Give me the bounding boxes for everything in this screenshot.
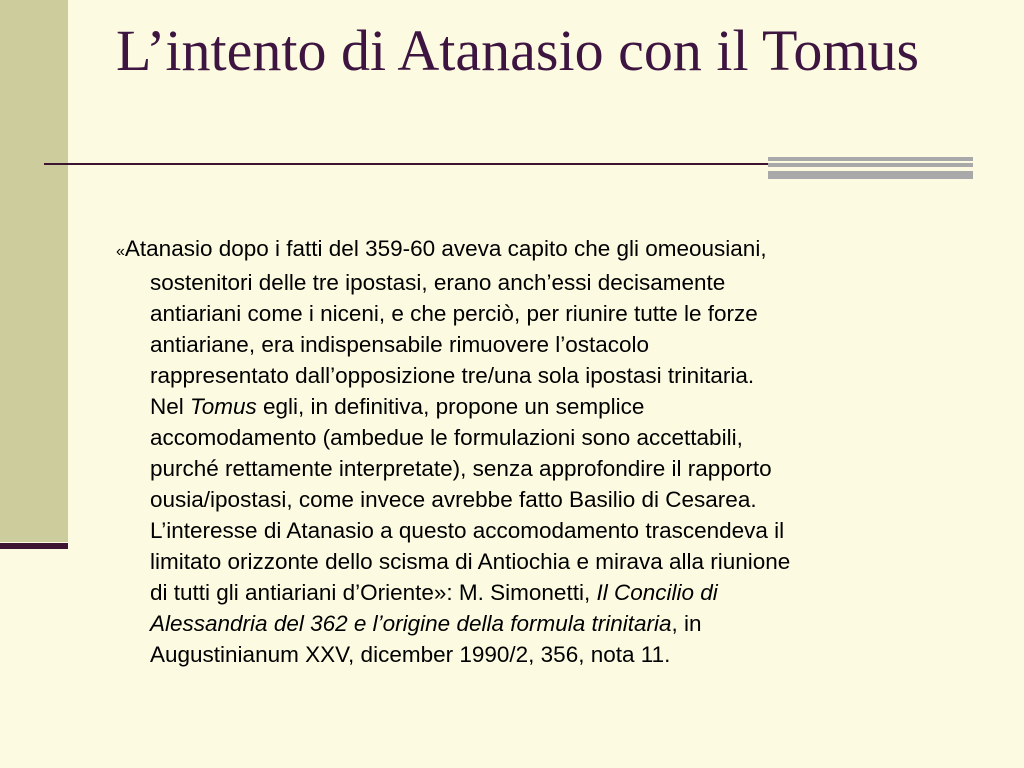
quote-line-12: di tutti gli antiariani d’Oriente»: M. Simonetti, Il Concilio di bbox=[150, 580, 718, 605]
side-accent-rule bbox=[0, 543, 68, 549]
quote-bullet: « bbox=[116, 243, 125, 260]
quote-line-13: Alessandria del 362 e l’origine della formula trinitaria, in bbox=[150, 611, 702, 636]
quote-line-8: purché rettamente interpretate), senza approfondire il rapporto bbox=[150, 456, 772, 481]
decor-grey-bar-2 bbox=[768, 163, 973, 167]
title-underline bbox=[44, 163, 768, 165]
quote-line-10: L’interesse di Atanasio a questo accomodamento trascendeva il bbox=[150, 518, 785, 543]
quote-line-4: antiariane, era indispensabile rimuovere l’ostacolo bbox=[150, 332, 650, 357]
quote-line-1: «Atanasio dopo i fatti del 359-60 aveva capito che gli omeousiani, bbox=[116, 236, 767, 261]
quote-line-9: ousia/ipostasi, come invece avrebbe fatto Basilio di Cesarea. bbox=[150, 487, 757, 512]
italic-citation-title-part-2: Alessandria del 362 e l’origine della formula trinitaria bbox=[150, 611, 672, 636]
slide-title: L’intento di Atanasio con il Tomus bbox=[116, 18, 920, 83]
quote-line-7: accomodamento (ambedue le formulazioni sono accettabili, bbox=[150, 425, 743, 450]
quote-line-5: rappresentato dall’opposizione tre/una sola ipostasi trinitaria. bbox=[150, 363, 755, 388]
quote-block bbox=[116, 233, 976, 670]
side-accent-band bbox=[0, 0, 68, 542]
quote-line-3: antiariani come i niceni, e che perciò, per riunire tutte le forze bbox=[150, 301, 758, 326]
quote-line-14: Augustinianum XXV, dicember 1990/2, 356, nota 11. bbox=[150, 642, 671, 667]
quote-line-11: limitato orizzonte dello scisma di Antiochia e mirava alla riunione bbox=[150, 549, 791, 574]
decor-grey-bar-1 bbox=[768, 157, 973, 161]
decor-grey-bar-3 bbox=[768, 171, 973, 179]
quote-line-6: Nel Tomus egli, in definitiva, propone un semplice bbox=[150, 394, 645, 419]
quote-line-2: sostenitori delle tre ipostasi, erano anch’essi decisamente bbox=[150, 270, 726, 295]
italic-title-tomus: Tomus bbox=[190, 394, 257, 419]
italic-citation-title-part-1: Il Concilio di bbox=[596, 580, 718, 605]
